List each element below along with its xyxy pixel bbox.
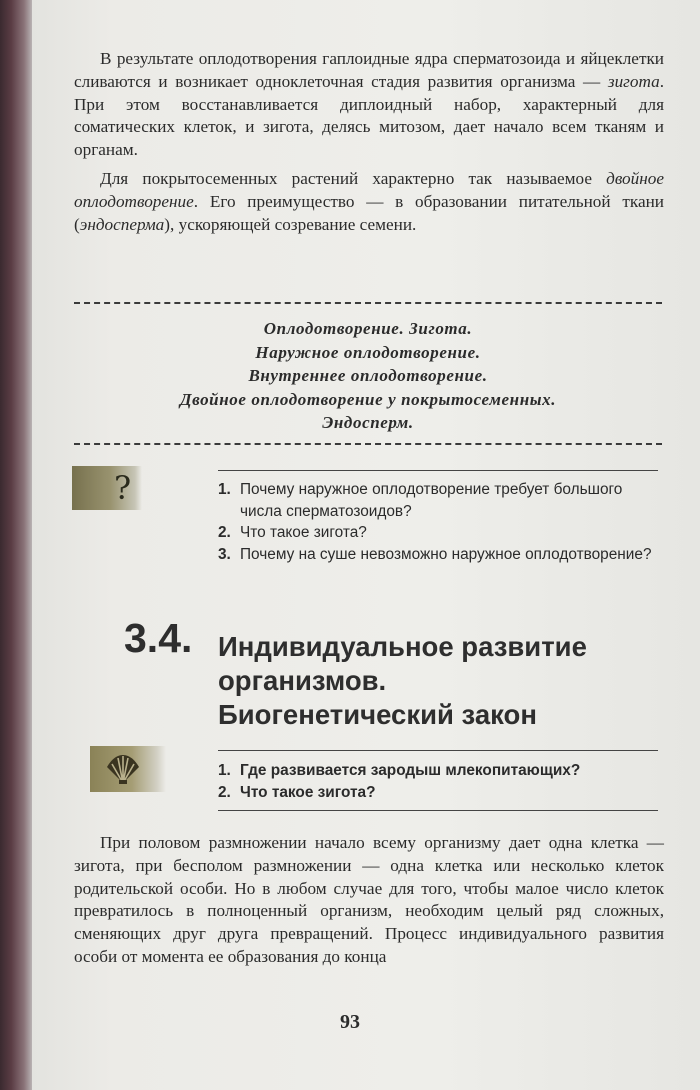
recall-rule-top xyxy=(218,750,658,751)
question-text: Где развивается зародыш млекопитающих? xyxy=(240,762,581,779)
intro-text xyxy=(74,48,664,236)
section-title-line: Биогенетический закон xyxy=(218,699,537,730)
question-number: 2. xyxy=(218,524,231,541)
text-run: Для покрытосеменных растений характерно так называемое xyxy=(100,168,607,188)
section-title xyxy=(218,630,668,732)
question-number: 1. xyxy=(218,481,231,498)
term-zygote: зигота xyxy=(607,71,660,91)
question-number: 1. xyxy=(218,762,231,779)
book-page xyxy=(32,0,700,1090)
shell-icon-graphic xyxy=(104,753,142,785)
question-number: 3. xyxy=(218,545,231,563)
question-mark-icon xyxy=(72,466,142,510)
paragraph-development: При половом размножении начало всему организму дает одна клетка — зигота, при бесполом размножении — одна клетка или несколько клеток родительской особи. Но в любом случае для того, чтобы малое число клеток превратилось в полноценный организм, необходим целый ряд сложных, сменяющих друг друга превращений. Процесс индивидуального развития особи от момента ее образования до конца xyxy=(74,833,664,966)
question-mark-glyph: ? xyxy=(114,469,132,507)
list-item xyxy=(218,782,658,804)
question-text: Что такое зигота? xyxy=(240,524,367,541)
keyword-line: Оплодотворение. Зигота. xyxy=(263,319,473,338)
body-text xyxy=(74,832,664,969)
text-run: . Его преимущество — в образовании питательной ткани ( xyxy=(74,191,664,234)
section-number: 3.4. xyxy=(124,615,193,661)
book-binding xyxy=(0,0,32,1090)
keyword-line: Внутреннее оплодотворение. xyxy=(248,366,488,385)
section-title-line: Индивидуальное развитие xyxy=(218,631,587,662)
keyword-line: Эндосперм. xyxy=(322,413,414,432)
keywords-block xyxy=(74,317,662,435)
paragraph-zygote xyxy=(74,48,664,162)
review-questions xyxy=(218,479,658,565)
question-text: Что такое зигота? xyxy=(240,783,376,801)
text-run: В результате оплодотворения гаплоидные ядра сперматозоида и яйцеклетки сливаются и возникает одноклеточная стадия развития организма — xyxy=(74,49,664,91)
question-text: Почему наружное оплодотворение требует большого числа сперматозоидов? xyxy=(240,481,623,520)
question-text: Почему на суше невозможно наружное оплодотворение? xyxy=(240,545,652,563)
section-title-line: организмов. xyxy=(218,665,387,696)
text-run: ), ускоряющей созревание семени. xyxy=(164,214,417,234)
list-item xyxy=(218,479,658,522)
list-item xyxy=(218,544,658,566)
keywords-top-divider xyxy=(74,302,662,304)
keyword-line: Наружное оплодотворение. xyxy=(255,342,481,362)
text-run: . При этом восстанавливается диплоидный набор, характерный для соматических клеток, и зигота, делясь митозом, дает начало всем тканям и органам. xyxy=(74,71,664,160)
term-double-fertilization: двойное оплодотворение xyxy=(74,168,664,211)
recall-questions xyxy=(218,760,658,803)
page-number: 93 xyxy=(340,1011,360,1033)
list-item xyxy=(218,760,658,782)
keywords-bottom-divider xyxy=(74,443,662,445)
keyword-line: Двойное оплодотворение у покрытосеменных. xyxy=(179,389,557,409)
list-item xyxy=(218,522,658,544)
paragraph-double-fertilization xyxy=(74,168,664,236)
term-endosperm: эндосперма xyxy=(79,214,165,234)
review-rule-top xyxy=(218,470,658,471)
recall-rule-bottom xyxy=(218,810,658,811)
shell-icon xyxy=(90,746,166,792)
question-number: 2. xyxy=(218,783,231,801)
